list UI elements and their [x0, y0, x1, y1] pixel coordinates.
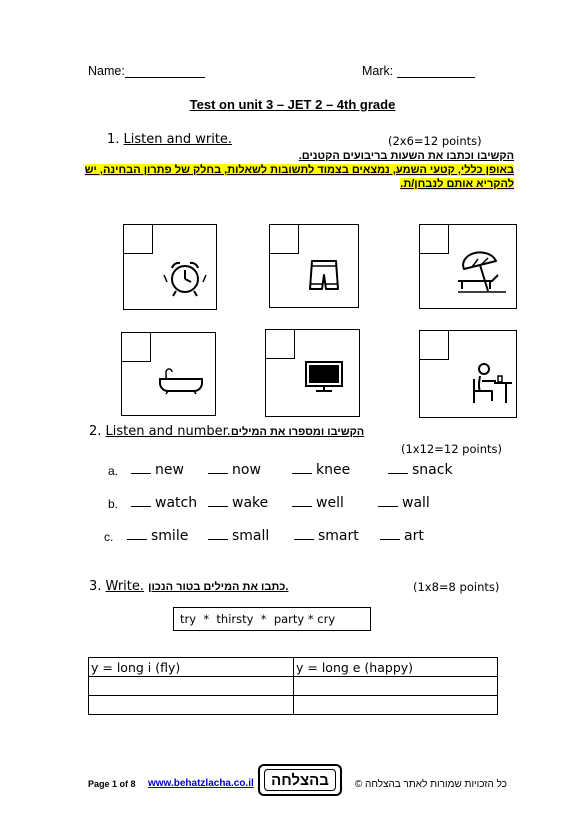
table-header-cell: y = long i (fly) [89, 658, 294, 677]
word-item[interactable]: well [292, 494, 344, 511]
word-item[interactable]: knee [292, 461, 350, 478]
logo [258, 764, 342, 796]
answer-cell[interactable] [294, 696, 498, 715]
word-item[interactable]: new [131, 461, 184, 478]
name-label: Name: [88, 64, 125, 78]
answer-box-3[interactable] [420, 225, 449, 254]
section1-heading: 1. Listen and write. [107, 132, 233, 147]
mark-label: Mark: [362, 64, 394, 78]
picture-card-5 [265, 329, 360, 417]
section3-heading: 3. Write. כתבו את המילים בטור הנכון. [89, 579, 289, 594]
shorts-icon [304, 255, 344, 295]
picture-card-1 [123, 224, 217, 310]
answer-box-4[interactable] [122, 333, 151, 362]
table-header-cell: y = long e (happy) [294, 658, 498, 677]
copyright: כל הזכויות שמורות לאתר בהצלחה © [354, 779, 507, 790]
answer-box-5[interactable] [266, 330, 295, 359]
alarm-clock-icon [158, 255, 212, 299]
page-title: Test on unit 3 – JET 2 – 4th grade [189, 97, 396, 112]
answer-box-2[interactable] [270, 225, 299, 254]
section1-instruction: הקשיבו וכתבו את השעות בריבועים הקטנים. [298, 150, 514, 162]
site-link[interactable]: www.behatzlacha.co.il [148, 778, 254, 789]
page-number: Page 1 of 8 [88, 779, 136, 789]
picture-card-3 [419, 224, 517, 309]
table-header-row [89, 658, 498, 677]
word-item[interactable]: now [208, 461, 261, 478]
word-item[interactable]: art [380, 527, 424, 544]
word-item[interactable]: smile [127, 527, 188, 544]
word-bank: try * thirsty * party * cry [173, 607, 371, 631]
word-item[interactable]: smart [294, 527, 359, 544]
picture-card-2 [269, 224, 359, 308]
section1-points: (2x6=12 points) [388, 134, 482, 148]
bathtub-icon [158, 367, 204, 395]
name-field[interactable] [88, 64, 205, 78]
row-label-b: b. [108, 497, 119, 511]
word-item[interactable]: watch [131, 494, 197, 511]
word-item[interactable]: small [208, 527, 269, 544]
answer-cell[interactable] [89, 677, 294, 696]
section2-points: (1x12=12 points) [401, 442, 502, 456]
answer-box-6[interactable] [420, 331, 449, 360]
word-item[interactable]: wake [208, 494, 268, 511]
table-row [89, 696, 498, 715]
word-item[interactable]: snack [388, 461, 453, 478]
mark-field[interactable] [362, 64, 475, 78]
beach-umbrella-icon [456, 249, 508, 295]
section1-note-line1: באופן כללי, קטעי השמע, נמצאים בצמוד לתשובות לשאלות, בחלק של פתרון הבחינה, יש [84, 164, 514, 176]
answer-box-1[interactable] [124, 225, 153, 254]
section2-heading: 2. Listen and number.הקשיבו ומספרו את המילים [89, 424, 365, 439]
answer-cell[interactable] [89, 696, 294, 715]
picture-card-4 [121, 332, 216, 416]
sorting-table [88, 657, 498, 715]
section1-note-line2: להקריא אותם לנבחן/ת. [400, 178, 514, 190]
picture-card-6 [419, 330, 517, 418]
table-row [89, 677, 498, 696]
row-label-c: c. [104, 530, 114, 544]
answer-cell[interactable] [294, 677, 498, 696]
person-at-desk-icon [466, 361, 514, 405]
logo-text: בהצלחה [264, 769, 336, 791]
row-label-a: a. [108, 464, 119, 478]
television-icon [304, 360, 344, 394]
section3-points: (1x8=8 points) [413, 580, 500, 594]
word-item[interactable]: wall [378, 494, 430, 511]
